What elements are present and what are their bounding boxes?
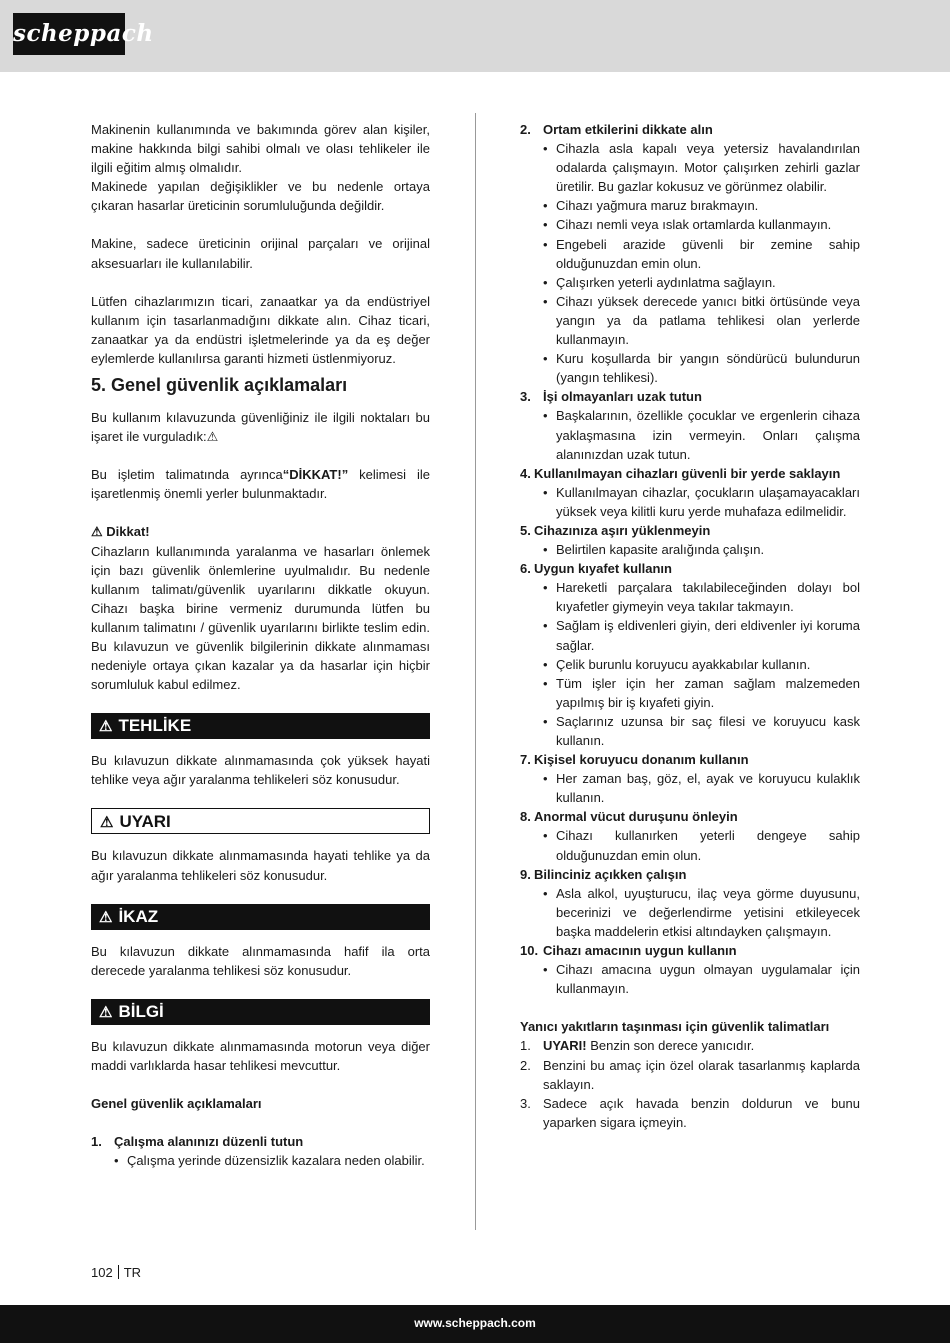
bullet-text: Cihazı kullanırken yeterli dengeye sahip olduğunuzdan emin olun. — [556, 828, 860, 863]
bullet-item — [520, 674, 860, 712]
list-item-heading — [520, 559, 860, 578]
bullet-text: Başkalarının, özellikle çocuklar ve ergenlerin cihaza yaklaşmasına izin vermeyin. Onları çalışma alanınızdan uzak tutun. — [556, 408, 860, 462]
bullet-text: Sağlam iş eldivenleri giyin, deri eldivenler iyi koruma sağlar. — [556, 618, 860, 653]
bullet-text: Engebeli arazide güvenli bir zemine sahip olduğunuzdan emin olun. — [556, 236, 860, 271]
box-title: UYARI — [119, 812, 171, 832]
bullet-text: Çelik burunlu koruyucu ayakkabılar kullanın. — [556, 656, 811, 672]
bullet-icon: • — [543, 656, 548, 672]
bullet-item — [520, 769, 860, 807]
bullet-item — [520, 139, 860, 196]
item-text — [543, 1036, 860, 1055]
dikkat-keyword: “DİKKAT!” — [282, 467, 349, 483]
bullet-item — [520, 273, 860, 292]
warning-triangle-icon: ⚠ — [99, 908, 113, 926]
list-item-heading — [520, 387, 860, 406]
bullet-icon: • — [543, 351, 548, 367]
bullet-text: Cihazla asla kapalı veya yetersiz havalandırılan odalarda çalışmayın. Motor çalışırken zehirli gazlar üretilir. Bu gazlar kokusuz ve görünmez olabilir. — [556, 141, 860, 195]
bullet-icon: • — [543, 408, 548, 424]
bilgi-box — [91, 999, 430, 1025]
paragraph: Cihazların kullanımında yaralanma ve hasarları önlemek için bazı güvenlik önlemlerine uyulmalıdır. Bu nedenle kullanım talimatı/güvenlik uyarılarını dikkatle okuyun. Cihazı başka birine vermeniz durumunda lütfen bu kullanım talimatını / güvenlik uyarılarını birlikte teslim edin. Bu kılavuzun ve güvenlik bilgilerinin dikkate alınmaması nedeniyle ortaya çıkan kazalar ya da hasarlar için hiçbir sorumluluk kabul edilmez. — [91, 543, 430, 693]
item-title: Kişisel koruyucu donanım kullanın — [534, 752, 749, 768]
bullet-item — [520, 349, 860, 387]
bullet-text: Belirtilen kapasite aralığında çalışın. — [556, 542, 765, 558]
bullet-item — [520, 292, 860, 349]
item-title: İşi olmayanları uzak tutun — [543, 389, 702, 405]
list-item — [520, 1036, 860, 1055]
item-number: 2. — [520, 122, 531, 137]
paragraph: Makinede yapılan değişiklikler ve bu nedenle ortaya çıkaran hasarlar üreticinin sorumluluğunda değildir. — [91, 179, 430, 214]
bullet-text: Cihazı yüksek derecede yanıcı bitki örtüsünde veya yangın ya da patlama tehlikesi olan yerlerde kullanmayın. — [556, 293, 860, 348]
bullet-item — [520, 578, 860, 616]
bullet-icon: • — [543, 198, 548, 214]
paragraph: Bu kılavuzun dikkate alınmamasında motorun veya diğer maddi varlıklarda hasar tehlikesi mevcuttur. — [91, 1038, 430, 1073]
bullet-text: Çalışma yerinde düzensizlik kazalara neden olabilir. — [127, 1153, 425, 1169]
bullet-text: Cihazı yağmura maruz bırakmayın. — [556, 198, 759, 214]
paragraph: Makine, sadece üreticinin orijinal parçaları ve orijinal aksesuarları ile kullanılabilir. — [91, 236, 430, 271]
bullet-text: Tüm işler için her zaman sağlam malzemeden yapılmış bir iş kıyafeti giyin. — [556, 675, 860, 710]
list-item-heading — [520, 120, 860, 139]
bullet-icon: • — [543, 962, 548, 978]
bullet-item — [520, 884, 860, 941]
box-title: BİLGİ — [118, 1001, 164, 1021]
bullet-item — [520, 712, 860, 750]
item-title: Anormal vücut duruşunu önleyin — [534, 809, 738, 825]
list-item-heading — [520, 750, 860, 769]
page-footer — [0, 1305, 950, 1343]
bullet-text: Çalışırken yeterli aydınlatma sağlayın. — [556, 274, 776, 290]
item-number: 3. — [520, 389, 531, 405]
bullet-item — [520, 540, 860, 559]
item-title: Ortam etkilerini dikkate alın — [543, 122, 713, 137]
section-title: 5. Genel güvenlik açıklamaları — [91, 375, 348, 396]
dikkat-heading: ⚠ Dikkat! — [91, 524, 150, 540]
list-item — [520, 1056, 860, 1094]
bullet-item — [520, 655, 860, 674]
item-number: 3. — [520, 1095, 531, 1111]
item-number: 5. — [520, 522, 531, 538]
paragraph: Bu kullanım kılavuzunda güvenliğiniz ile ilgili noktaları bu işaret ile vurguladık:⚠ — [91, 410, 430, 445]
paragraph — [91, 465, 430, 503]
bullet-item — [520, 196, 860, 215]
item-number: 6. — [520, 561, 531, 577]
bullet-icon: • — [543, 885, 548, 901]
box-title: TEHLİKE — [118, 716, 192, 736]
bullet-text: Asla alkol, uyuşturucu, ilaç veya görme duyusunu, becerinizi ve değerlendirme yetisini etkileyecek başka maddelerin etkisi altındayken çalışmayın. — [556, 885, 860, 939]
item-title: Çalışma alanınızı düzenli tutun — [114, 1134, 304, 1150]
bullet-icon: • — [543, 713, 548, 729]
bullet-item — [520, 215, 860, 234]
bullet-item — [520, 483, 860, 521]
item-text: Sadece açık havada benzin doldurun ve bunu yaparken sigara içmeyin. — [543, 1095, 860, 1130]
bullet-icon: • — [543, 274, 548, 290]
list-item-heading — [520, 464, 860, 483]
list-item-heading — [520, 865, 860, 884]
item-title: Uygun kıyafet kullanın — [534, 561, 672, 577]
item-number: 7. — [520, 752, 531, 768]
item-number: 8. — [520, 809, 531, 825]
bullet-text: Hareketli parçalara takılabileceğinden dolayı bol kıyafetler giymeyin veya takılar takmayın. — [556, 580, 860, 615]
item-title: Bilinciniz açıkken çalışın — [534, 866, 687, 882]
bullet-icon: • — [543, 618, 548, 634]
warning-triangle-icon: ⚠ — [100, 814, 114, 832]
bullet-icon: • — [543, 141, 548, 157]
paragraph: Makinenin kullanımında ve bakımında görev alan kişiler, makine hakkında bilgi sahibi olmalı ve olası tehlikeler ile ilgili eğitim almış olmalıdır. — [91, 122, 430, 176]
bullet-text: Saçlarınız uzunsa bir saç filesi ve koruyucu kask kullanın. — [556, 713, 860, 748]
item-title: Kullanılmayan cihazları güvenli bir yerde saklayın — [534, 465, 841, 481]
box-title: İKAZ — [118, 906, 159, 926]
right-column — [520, 120, 860, 1132]
bullet-item — [520, 235, 860, 273]
bullet-icon: • — [543, 675, 548, 691]
list-item-heading — [520, 807, 860, 826]
bullet-text: Kullanılmayan cihazlar, çocukların ulaşamayacakları yüksek veya kilitli kuru yerde muhafaza edilmelidir. — [556, 484, 860, 519]
warning-triangle-icon: ⚠ — [99, 718, 113, 736]
paragraph: Bu kılavuzun dikkate alınmamasında çok yüksek hayati tehlike veya ağır yaralanma tehlikeleri söz konusudur. — [91, 753, 430, 788]
page-number — [91, 1265, 141, 1280]
bullet-icon: • — [543, 771, 548, 787]
text: kelimesi ile işaretlenmiş önemli yerler bulunmaktadır. — [91, 467, 430, 502]
bullet-item — [520, 616, 860, 654]
list-item-heading — [91, 1132, 430, 1151]
tehlike-box — [91, 713, 430, 739]
column-divider — [475, 113, 476, 1230]
bullet-text: Kuru koşullarda bir yangın söndürücü bulundurun (yangın tehlikesi). — [556, 351, 860, 386]
item-number: 1. — [91, 1134, 102, 1150]
item-number: 2. — [520, 1057, 531, 1073]
item-number: 9. — [520, 866, 531, 882]
text: Benzin son derece yanıcıdır. — [586, 1038, 755, 1054]
item-title: Cihazı amacının uygun kullanın — [543, 943, 737, 959]
bullet-item — [520, 406, 860, 463]
bullet-text: Cihazı nemli veya ıslak ortamlarda kullanmayın. — [556, 217, 832, 233]
bullet-icon: • — [543, 580, 548, 596]
item-number: 1. — [520, 1038, 531, 1054]
left-column — [91, 120, 430, 1170]
item-number: 4. — [520, 465, 531, 481]
page-number-value: 102 — [91, 1265, 113, 1280]
subheading: Genel güvenlik açıklamaları — [91, 1096, 262, 1111]
bullet-icon: • — [543, 542, 548, 558]
separator — [118, 1265, 119, 1279]
scheppach-logo: scheppach — [13, 13, 125, 55]
page-header — [0, 0, 950, 72]
text: Bu işletim talimatında ayrınca — [91, 467, 283, 483]
subheading: Yanıcı yakıtların taşınması için güvenlik talimatları — [520, 1019, 830, 1035]
ikaz-box — [91, 904, 430, 930]
paragraph: Bu kılavuzun dikkate alınmamasında hayati tehlike ya da ağır yaralanma tehlikeleri söz konusudur. — [91, 848, 430, 883]
warning-label: UYARI! — [543, 1038, 587, 1054]
bullet-icon: • — [543, 484, 548, 500]
list-item-heading — [520, 941, 860, 960]
item-title: Cihazınıza aşırı yüklenmeyin — [534, 522, 711, 538]
list-item-heading — [520, 521, 860, 540]
bullet-icon: • — [543, 293, 548, 309]
bullet-text: Cihazı amacına uygun olmayan uygulamalar için kullanmayın. — [556, 962, 860, 997]
bullet-icon: • — [543, 828, 548, 844]
bullet-icon: • — [543, 236, 548, 252]
language-code: TR — [123, 1265, 142, 1280]
item-number: 10. — [520, 943, 539, 959]
bullet-text: Her zaman baş, göz, el, ayak ve koruyucu kulaklık kullanın. — [556, 771, 860, 806]
uyari-box — [91, 808, 430, 834]
item-text: Benzini bu amaç için özel olarak tasarlanmış kaplarda saklayın. — [543, 1057, 860, 1092]
bullet-icon: • — [543, 217, 548, 233]
bullet-item — [520, 826, 860, 864]
paragraph: Bu kılavuzun dikkate alınmamasında hafif ila orta derecede yaralanma tehlikesi söz konusudur. — [91, 943, 430, 978]
bullet-icon: • — [114, 1153, 119, 1169]
paragraph: Lütfen cihazlarımızın ticari, zanaatkar ya da endüstriyel kullanım için tasarlanmadığını dikkate alın. Cihaz ticari, zanaatkar ya da endüstri işletmelerinde ya da eş değer eylemlerde kullanılırsa garanti hizmeti üstlenmiyoruz. — [91, 293, 430, 366]
list-item — [520, 1094, 860, 1132]
website-link[interactable]: www.scheppach.com — [414, 1316, 536, 1330]
bullet-item — [520, 960, 860, 998]
bullet-item — [91, 1151, 430, 1170]
warning-triangle-icon: ⚠ — [99, 1003, 113, 1021]
